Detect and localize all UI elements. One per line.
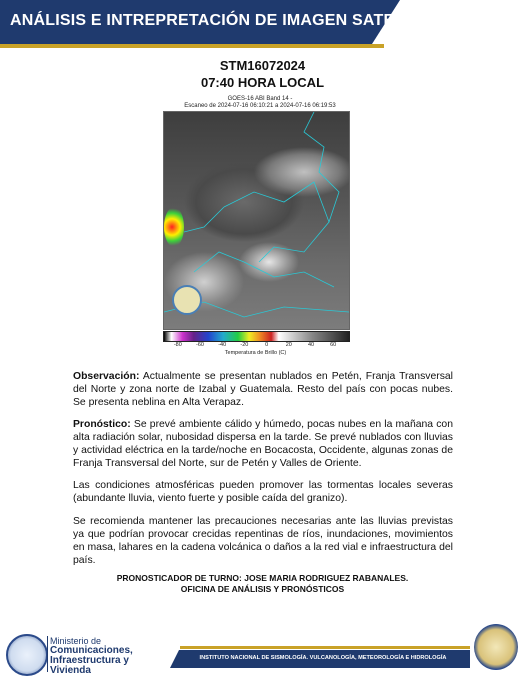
scale-tick: 20: [285, 342, 292, 348]
observation-paragraph: [73, 370, 453, 409]
ministry-logo: [6, 632, 176, 676]
ministry-line1: Ministerio de: [50, 636, 102, 646]
forecast-paragraph: [73, 418, 453, 470]
scale-tick: -20: [240, 342, 249, 348]
report-code: STM16072024: [219, 58, 306, 73]
scale-ticks: [163, 342, 348, 350]
ministry-line4: Vivienda: [50, 665, 91, 676]
scale-tick: 60: [330, 342, 337, 348]
observation-label: Observación:: [73, 371, 140, 382]
temperature-color-scale: [163, 331, 350, 342]
forecast-text: Se prevé ambiente cálido y húmedo, pocas nubes en la mañana con alta radiación solar, nubosidad dispersa en la tarde. Se prevé nublados con lluvias y actividad eléctrica en la tarde/noche en Bocacosta, Occidente, algunas zonas de Franja Transversal del Norte, sur de Petén y Valles de Oriente.: [73, 419, 453, 469]
scale-tick: -80: [173, 342, 182, 348]
recommendation-paragraph: Se recomienda mantener las precauciones necesarias ante las lluvias previstas ya que podrían provocar crecidas repentinas de ríos, inundaciones, movimientos en masa, lahares en la cadena volcánica o daños a la red vial e infraestructura del país.: [73, 516, 453, 566]
forecast-label: Pronóstico:: [73, 419, 131, 430]
header-accent-stripe: [0, 44, 384, 48]
satellite-caption-line1: GOES-16 ABI Band 14 -: [227, 96, 293, 102]
ministry-name: [50, 636, 133, 676]
ministry-divider: [47, 636, 48, 672]
scale-tick: 40: [307, 342, 315, 348]
satellite-caption: [160, 96, 360, 110]
ministry-line3: Infraestructura y: [50, 655, 129, 666]
observation-text: Actualmente se presentan nublados en Petén, Franja Transversal del Norte y zona norte de Izabal y Guatemala. Resto del país con pocas nubes. Se presenta neblina en Alta Verapaz.: [73, 371, 453, 408]
satellite-logo-icon: [172, 285, 202, 315]
page-title: ANÁLISIS E INTREPRETACIÓN DE IMAGEN SATELITAL: [10, 12, 440, 29]
forecaster-signature: PRONOSTICADOR DE TURNO: JOSE MARIA RODRIGUEZ RABANALES.: [116, 573, 409, 583]
satellite-caption-line2: Escaneo de 2024-07-16 06:10:21 a 2024-07-16 06:19:53: [184, 103, 336, 109]
scale-tick: -60: [196, 342, 204, 348]
scale-tick: 0: [265, 342, 269, 348]
guatemala-seal-icon: [6, 634, 48, 676]
office-signature: OFICINA DE ANÁLISIS Y PRONÓSTICOS: [180, 584, 345, 594]
ministry-line2: Comunicaciones,: [50, 645, 133, 656]
satellite-image: [163, 111, 350, 330]
institute-accent-stripe: [180, 646, 470, 649]
insivumeh-logo-icon: [474, 624, 518, 670]
scale-tick: -40: [218, 342, 227, 348]
scale-label: Temperatura de Brillo (C): [224, 350, 287, 356]
report-time: 07:40 HORA LOCAL: [200, 75, 325, 90]
conditions-paragraph: Las condiciones atmosféricas pueden promover las tormentas locales severas (abundante lluvia, viento fuerte y posible caída del granizo).: [73, 480, 453, 504]
institute-name: INSTITUTO NACIONAL DE SISMOLOGÍA. VULCANOLOGÍA, METEOROLOGÍA E HIDROLOGÍA: [199, 655, 447, 661]
